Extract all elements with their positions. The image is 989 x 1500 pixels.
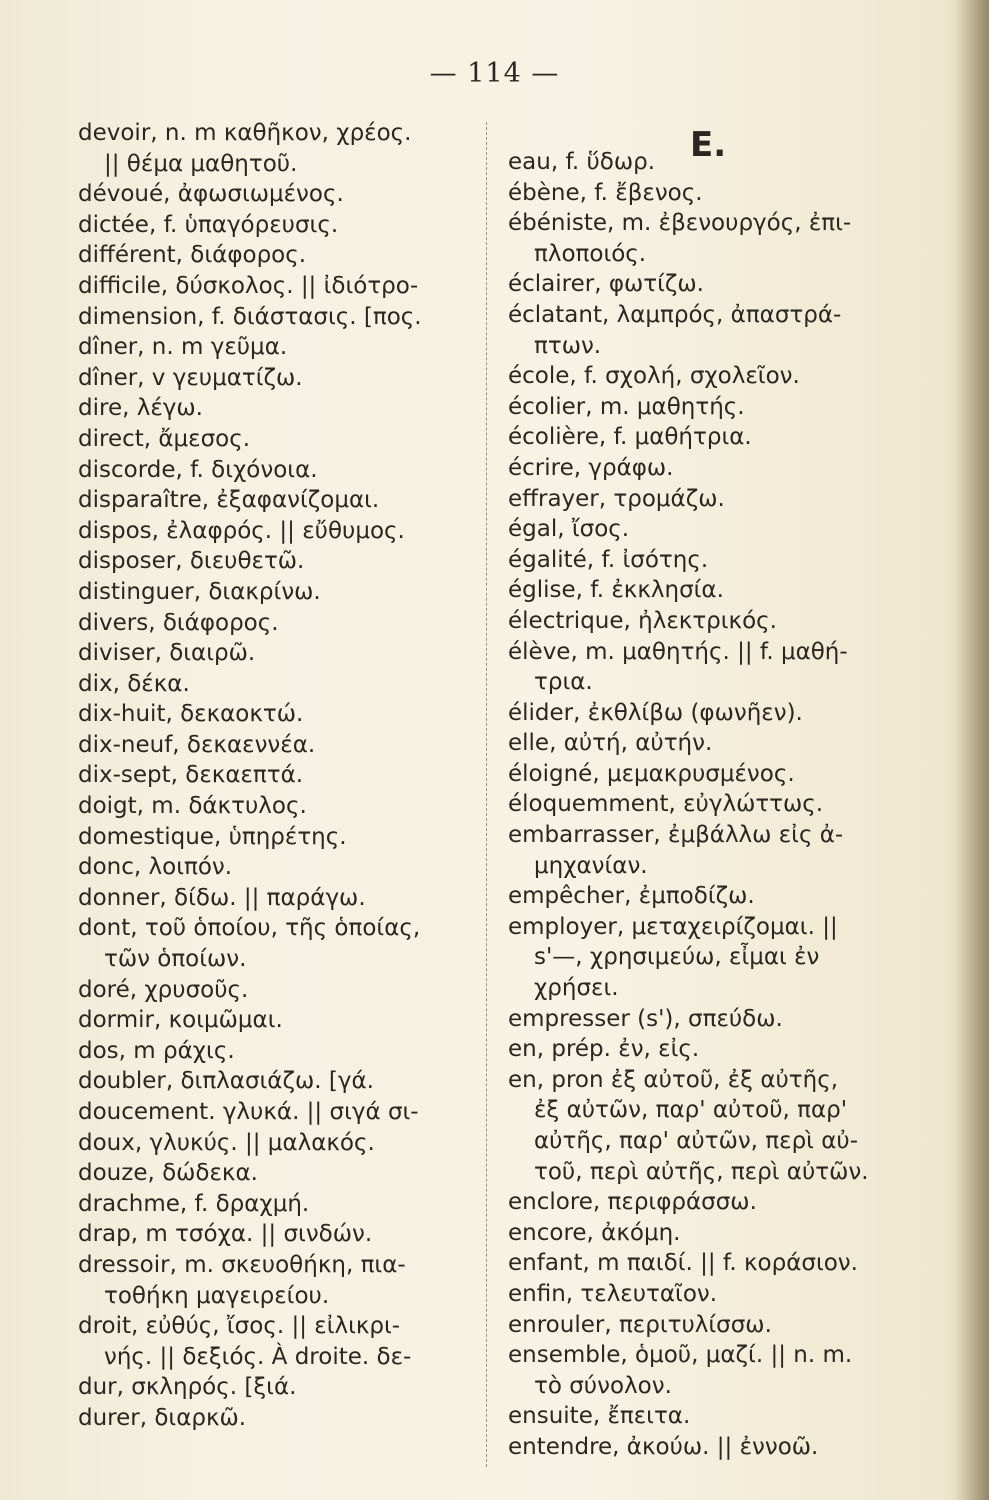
dictionary-entry: doigt, m. δάκτυλος. — [78, 793, 307, 820]
dictionary-entry: différent, διάφορος. — [78, 242, 307, 269]
dictionary-entry: enfin, τελευταῖον. — [508, 1280, 718, 1307]
dictionary-entry: éclairer, φωτίζω. — [508, 271, 704, 298]
dictionary-entry: ébéniste, m. ἐβενουργός, ἐπι- — [508, 210, 852, 237]
dictionary-entry: employer, μεταχειρίζομαι. || — [508, 913, 838, 940]
dictionary-entry: embarrasser, ἐμβάλλω εἰς ἀ- — [508, 822, 844, 849]
dictionary-entry: école, f. σχολή, σχολεῖον. — [508, 363, 800, 390]
entry-continuation: ἐξ αὐτῶν, παρ' αὐτοῦ, παρ' — [534, 1097, 848, 1124]
dictionary-entry: dix-neuf, δεκαεννέα. — [78, 731, 316, 758]
dictionary-entry: durer, διαρκῶ. — [78, 1404, 247, 1431]
dictionary-entry: effrayer, τρομάζω. — [508, 485, 725, 512]
dictionary-entry: dictée, f. ὑπαγόρευσις. — [78, 211, 339, 238]
dictionary-entry: écrire, γράφω. — [508, 454, 674, 481]
dictionary-entry: donner, δίδω. || παράγω. — [78, 884, 366, 911]
dictionary-entry: empresser (s'), σπεύδω. — [508, 1005, 783, 1032]
dictionary-entry: église, f. ἐκκλησία. — [508, 577, 724, 604]
dictionary-entry: drap, m τσόχα. || σινδών. — [78, 1221, 373, 1248]
dictionary-entry: électrique, ἠλεκτρικός. — [508, 607, 777, 634]
left-column — [78, 118, 488, 1434]
entry-continuation: νής. || δεξιός. À droite. δε- — [104, 1343, 412, 1370]
dictionary-entry: doré, χρυσοῦς. — [78, 976, 249, 1003]
dictionary-entry: dîner, n. m γεῦμα. — [78, 334, 288, 361]
dictionary-entry: éloquemment, εὐγλώττως. — [508, 791, 824, 818]
dictionary-entry: ébène, f. ἔβενος. — [508, 179, 703, 206]
dictionary-entry: éclatant, λαμπρός, ἀπαστρά- — [508, 301, 842, 328]
entry-continuation: χρήσει. — [534, 975, 619, 1002]
dictionary-entry: dormir, κοιμῶμαι. — [78, 1007, 283, 1034]
dictionary-entry: dix, δέκα. — [78, 670, 190, 697]
dictionary-entry: écolière, f. μαθήτρια. — [508, 424, 752, 451]
dictionary-entry: empêcher, ἐμποδίζω. — [508, 883, 755, 910]
dictionary-entry: dix-huit, δεκαοκτώ. — [78, 701, 304, 728]
dictionary-entry: eau, f. ὕδωρ. — [508, 149, 656, 175]
dictionary-entry: dont, τοῦ ὁποίου, τῆς ὁποίας, — [78, 915, 421, 942]
entry-continuation: πτων. — [534, 332, 602, 359]
page-number: — 114 — — [429, 58, 560, 89]
entry-continuation: αὐτῆς, παρ' αὐτῶν, περὶ αὐ- — [534, 1128, 859, 1154]
dictionary-entry: enfant, m παιδί. || f. κοράσιον. — [508, 1250, 858, 1277]
dictionary-entry: ensuite, ἔπειτα. — [508, 1403, 691, 1430]
dictionary-entry: disposer, διευθετῶ. — [78, 548, 305, 575]
entry-continuation: τρια. — [534, 669, 593, 696]
entry-continuation: τοθήκη μαγειρείου. — [104, 1282, 330, 1309]
dictionary-entry: douze, δώδεκα. — [78, 1160, 258, 1187]
entry-continuation: τῶν ὁποίων. — [104, 946, 247, 973]
dictionary-entry: dos, m ράχις. — [78, 1037, 235, 1064]
dictionary-entry: dévoué, ἀφωσιωμένος. — [78, 181, 344, 208]
dictionary-entry: distinguer, διακρίνω. — [78, 578, 321, 605]
dictionary-entry: égalité, f. ἰσότης. — [508, 546, 709, 573]
dictionary-entry: ensemble, ὁμοῦ, μαζί. || n. m. — [508, 1342, 853, 1369]
dictionary-entry: donc, λοιπόν. — [78, 854, 233, 881]
right-column — [508, 147, 918, 1463]
dictionary-entry: dîner, v γευματίζω. — [78, 364, 303, 391]
book-spine-shadow — [955, 0, 989, 1500]
entry-continuation: τὸ σύνολον. — [534, 1372, 672, 1399]
dictionary-entry: doucement. γλυκά. || σιγά σι- — [78, 1099, 419, 1125]
dictionary-entry: divers, διάφορος. — [78, 609, 279, 636]
dictionary-entry: écolier, m. μαθητής. — [508, 393, 745, 420]
dictionary-entry: discorde, f. διχόνοια. — [78, 456, 318, 483]
dictionary-entry: éloigné, μεμακρυσμένος. — [508, 760, 795, 787]
dictionary-entry: diviser, διαιρῶ. — [78, 640, 256, 667]
letter-heading: E. — [690, 125, 727, 165]
dictionary-entry: disparaître, ἐξαφανίζομαι. — [78, 487, 380, 514]
column-divider — [486, 122, 487, 1467]
dictionary-entry: dix-sept, δεκαεπτά. — [78, 762, 304, 789]
dictionary-entry: direct, ἄμεσος. — [78, 425, 251, 452]
dictionary-entry: doubler, διπλασιάζω. [γά. — [78, 1068, 374, 1095]
dictionary-entry: difficile, δύσκολος. || ἰδιότρο- — [78, 272, 419, 299]
dictionary-entry: dur, σκληρός. [ξιά. — [78, 1374, 297, 1401]
dictionary-entry: en, pron ἐξ αὐτοῦ, ἐξ αὐτῆς, — [508, 1066, 839, 1093]
entry-continuation: μηχανίαν. — [534, 852, 648, 879]
dictionary-entry: elle, αὐτή, αὐτήν. — [508, 730, 713, 757]
dictionary-entry: égal, ἴσος. — [508, 516, 630, 543]
entry-continuation: || θέμα μαθητοῦ. — [104, 150, 298, 177]
dictionary-entry: dimension, f. διάστασις. [πος. — [78, 303, 422, 330]
dictionary-entry: drachme, f. δραχμή. — [78, 1190, 310, 1217]
dictionary-entry: dire, λέγω. — [78, 395, 203, 422]
dictionary-entry: devoir, n. m καθῆκον, χρέος. — [78, 120, 412, 146]
dictionary-entry: entendre, ἀκούω. || ἐννοῶ. — [508, 1433, 819, 1460]
dictionary-entry: doux, γλυκύς. || μαλακός. — [78, 1129, 375, 1156]
dictionary-entry: dressoir, m. σκευοθήκη, πια- — [78, 1251, 406, 1278]
dictionary-entry: enrouler, περιτυλίσσω. — [508, 1311, 772, 1338]
entry-continuation: πλοποιός. — [534, 240, 647, 267]
dictionary-entry: domestique, ὑπηρέτης. — [78, 823, 347, 850]
dictionary-entry: élève, m. μαθητής. || f. μαθή- — [508, 638, 848, 665]
dictionary-entry: droit, εὐθύς, ἴσος. || εἰλικρι- — [78, 1313, 401, 1340]
dictionary-entry: en, prép. ἐν, εἰς. — [508, 1036, 700, 1063]
dictionary-entry: élider, ἐκθλίβω (φωνῆεν). — [508, 699, 803, 726]
dictionary-entry: dispos, ἐλαφρός. || εὔθυμος. — [78, 517, 405, 544]
entry-continuation: τοῦ, περὶ αὐτῆς, περὶ αὐτῶν. — [534, 1158, 869, 1185]
dictionary-entry: enclore, περιφράσσω. — [508, 1189, 757, 1216]
entry-continuation: s'—, χρησιμεύω, εἶμαι ἐν — [534, 944, 820, 971]
dictionary-entry: encore, ἀκόμη. — [508, 1219, 681, 1246]
